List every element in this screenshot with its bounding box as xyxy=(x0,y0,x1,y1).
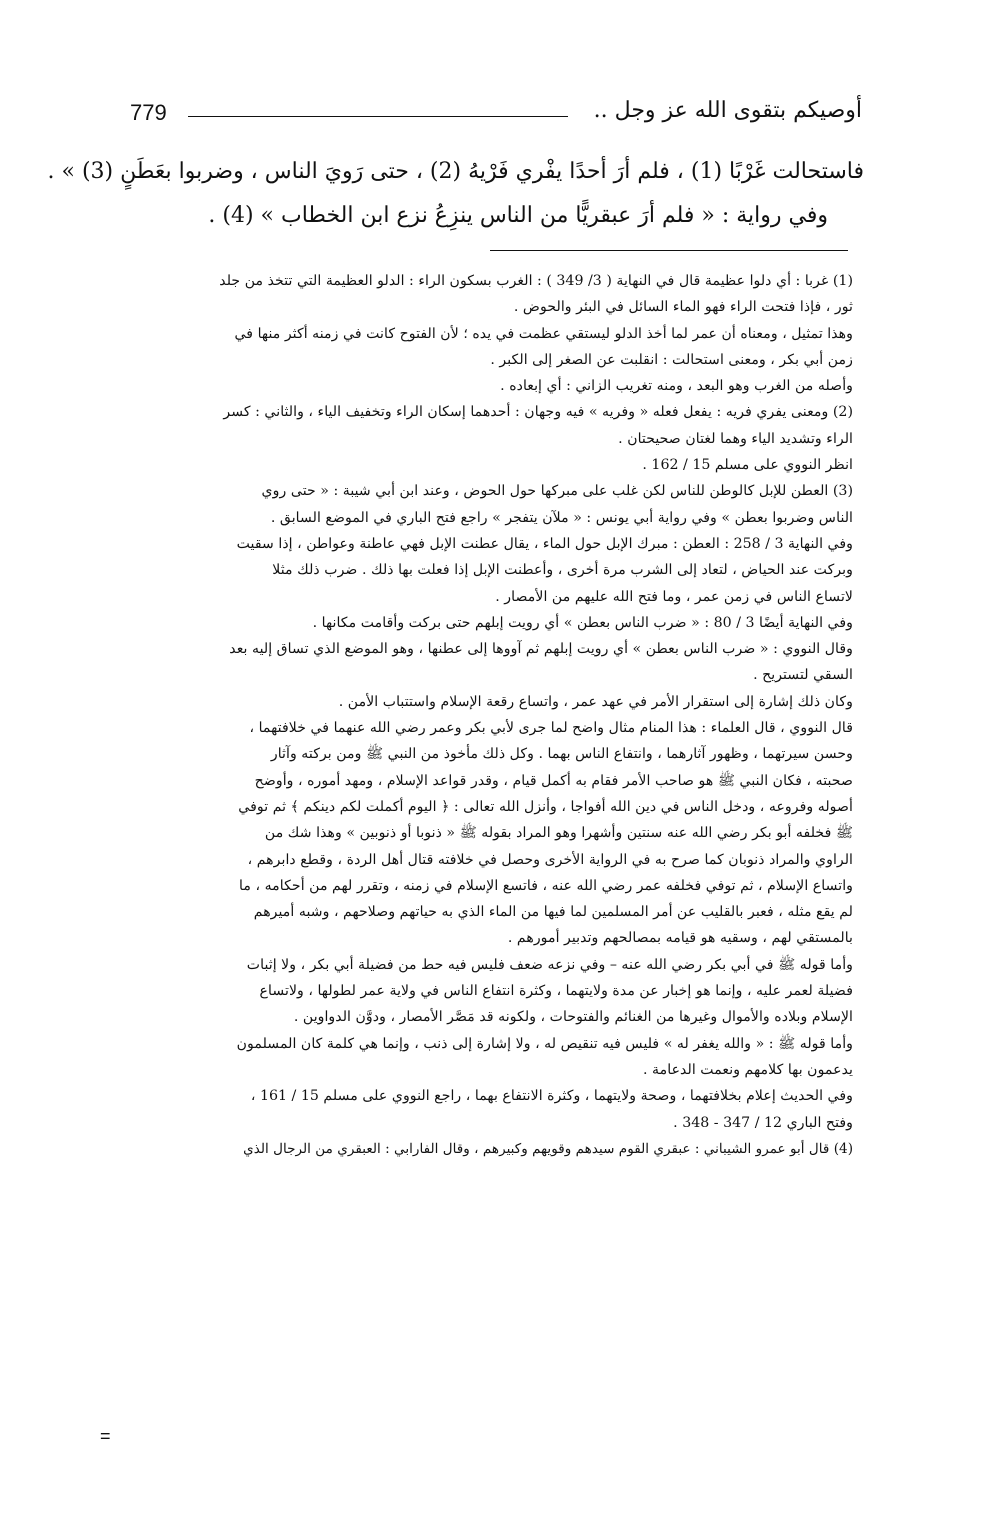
footnote-line: (4) قال أبو عمرو الشيباني : عبقري القوم سيدهم وقويهم وكبيرهم ، وقال الفارابي : العبقري من الرجال الذي xyxy=(243,1140,853,1157)
footnote-line: لاتساع الناس في زمن عمر ، وما فتح الله عليهم من الأمصار . xyxy=(495,588,853,605)
footnote-line: وأما قوله ﷺ : « والله يغفر له » فليس فيه تنقيص له ، ولا إشارة إلى ذنب ، وإنما هي كلمة كان المسلمون xyxy=(236,1035,853,1052)
footnote-line: أصوله وفروعه ، ودخل الناس في دين الله أفواجا ، وأنزل الله تعالى : ﴿ اليوم أكملت لكم دينكم ﴾ ثم توفي xyxy=(238,798,853,815)
page-header xyxy=(130,100,860,140)
footnote-line: ثور ، فإذا فتحت الراء فهو الماء السائل في البئر والحوض . xyxy=(513,299,853,316)
footnotes xyxy=(128,268,853,1162)
footnote-line: واتساع الإسلام ، ثم توفي فخلفه عمر رضي الله عنه ، فاتسع الإسلام في زمنه ، وتقرر لهم من أحكامه ، ما xyxy=(239,877,853,894)
footnote-line: صحبته ، فكان النبي ﷺ هو صاحب الأمر فقام به أكمل قيام ، وقدر قواعد الإسلام ، ومهد أموره ، وأوضح xyxy=(254,772,853,789)
header-rule xyxy=(188,116,568,117)
body-line: وفي رواية : « فلم أرَ عبقريًّا من الناس ينزِعُ نزع ابن الخطاب » (4) . xyxy=(208,203,828,228)
footnote-separator xyxy=(490,250,848,251)
footnote-line: زمن أبي بكر ، ومعنى استحالت : انقلبت عن الصغر إلى الكبر . xyxy=(490,351,853,368)
footnote-line: وكان ذلك إشارة إلى استقرار الأمر في عهد عمر ، واتساع رقعة الإسلام واستتباب الأمن . xyxy=(338,693,853,710)
footnote-line: انظر النووي على مسلم 15 / 162 . xyxy=(642,457,853,474)
footnote-line: وأما قوله ﷺ في أبي بكر رضي الله عنه – وفي نزعه ضعف فليس فيه حط من فضيلة أبي بكر ، ولا إثبات xyxy=(246,956,853,973)
body-line: فاستحالت غَرْبًا (1) ، فلم أرَ أحدًا يفْري فَرْيهُ (2) ، حتى رَويَ الناس ، وضربوا بعَطَنٍ (3) » . xyxy=(47,159,864,184)
footnote-line: الإسلام وبلاده والأموال وغيرها من الغنائم والفتوحات ، ولكونه قد مَصَّر الأمصار ، ودوَّن الدواوين . xyxy=(293,1009,853,1026)
hadith-text xyxy=(47,150,864,238)
footnote-line: (3) العطن للإبل كالوطن للناس لكن غلب على مبركها حول الحوض ، وعند ابن أبي شيبة : « حتى روي xyxy=(261,483,853,500)
footnote-line: يدعمون بها كلامهم ونعمت الدعامة . xyxy=(643,1061,853,1078)
footnote-line: وفتح الباري 12 / 347 - 348 . xyxy=(673,1114,853,1131)
footnote-line: ﷺ فخلفه أبو بكر رضي الله عنه سنتين وأشهرا وهو المراد بقوله ﷺ « ذنوبا أو ذنوبين » وهذا شك من xyxy=(264,825,853,842)
footnote-line: وقال النووي : « ضرب الناس بعطن » أي رويت إبلهم ثم آووها إلى عطنها ، وهو الموضع الذي تساق إليه بعد xyxy=(229,641,853,658)
footnote-line: الراوي والمراد ذنوبان كما صرح به في الرواية الأخرى وحصل في خلافته قتال أهل الردة ، وقطع دابرهم ، xyxy=(247,851,853,868)
footnote-line: وحسن سيرتهما ، وظهور آثارهما ، وانتفاع الناس بهما . وكل ذلك مأخوذ من النبي ﷺ ومن بركته وآثار xyxy=(270,746,853,763)
footnote-line: بالمستقي لهم ، وسقيه هو قيامه بمصالحهم وتدبير أمورهم . xyxy=(507,930,853,947)
footnote-line: (2) ومعنى يفري فريه : يفعل فعله « وفريه » فيه وجهان : أحدهما إسكان الراء وتخفيف الياء ، والثاني : كسر xyxy=(223,404,853,421)
footnote-line: وبركت عند الحياض ، لتعاد إلى الشرب مرة أخرى ، وأعطنت الإبل إذا فعلت بها ذلك . ضرب ذلك مثلا xyxy=(272,562,853,579)
footnote-line: (1) غربا : أي دلوا عظيمة قال في النهاية ( 3/ 349 ) : الغرب بسكون الراء : الدلو العظيمة التي تتخذ من جلد xyxy=(219,273,853,289)
footnote-line: قال النووي ، قال العلماء : هذا المنام مثال واضح لما جرى لأبي بكر وعمر رضي الله عنهما في خلافتهما ، xyxy=(249,720,853,737)
footnote-line: وأصله من الغرب وهو البعد ، ومنه تغريب الزاني : أي إبعاده . xyxy=(500,378,853,395)
running-title: أوصيكم بتقوى الله عز وجل .. xyxy=(593,98,862,123)
footnote-line: لم يقع مثله ، فعبر بالقليب عن أمر المسلمين لما فيها من الماء الذي به حياتهم وصلاحهم ، وشبه أميرهم xyxy=(253,904,853,921)
footnote-line: وفي النهاية أيضًا 3 / 80 : « ضرب الناس بعطن » أي رويت إبلهم حتى بركت وأقامت مكانها . xyxy=(312,614,853,631)
footnote-line: وفي النهاية 3 / 258 : العطن : مبرك الإبل حول الماء ، يقال عطنت الإبل فهي عاطنة وعواطن ، إذا سقيت xyxy=(236,535,853,552)
footnote-line: وفي الحديث إعلام بخلافتهما ، وصحة ولايتهما ، وكثرة الانتفاع بهما ، راجع النووي على مسلم 15 / 161 ، xyxy=(250,1088,853,1105)
footnote-line: الراء وتشديد الياء وهما لغتان صحيحتان . xyxy=(618,430,853,447)
page-number: 779 xyxy=(130,100,167,125)
continuation-mark: = xyxy=(100,1426,111,1446)
footnote-line: السقي لتستريح . xyxy=(753,667,853,684)
footnote-line: وهذا تمثيل ، ومعناه أن عمر لما أخذ الدلو ليستقي عظمت في يده ؛ لأن الفتوح كانت في زمنه أكثر منها في xyxy=(234,325,853,342)
footnote-line: الناس وضربوا بعطن » وفي رواية أبي يونس : « ملآن يتفجر » راجع فتح الباري في الموضع السابق . xyxy=(270,509,853,526)
footnote-line: فضيلة لعمر عليه ، وإنما هو إخبار عن مدة ولايتهما ، وكثرة انتفاع الناس في ولاية عمر لطولها ، ولاتساع xyxy=(259,983,853,1000)
